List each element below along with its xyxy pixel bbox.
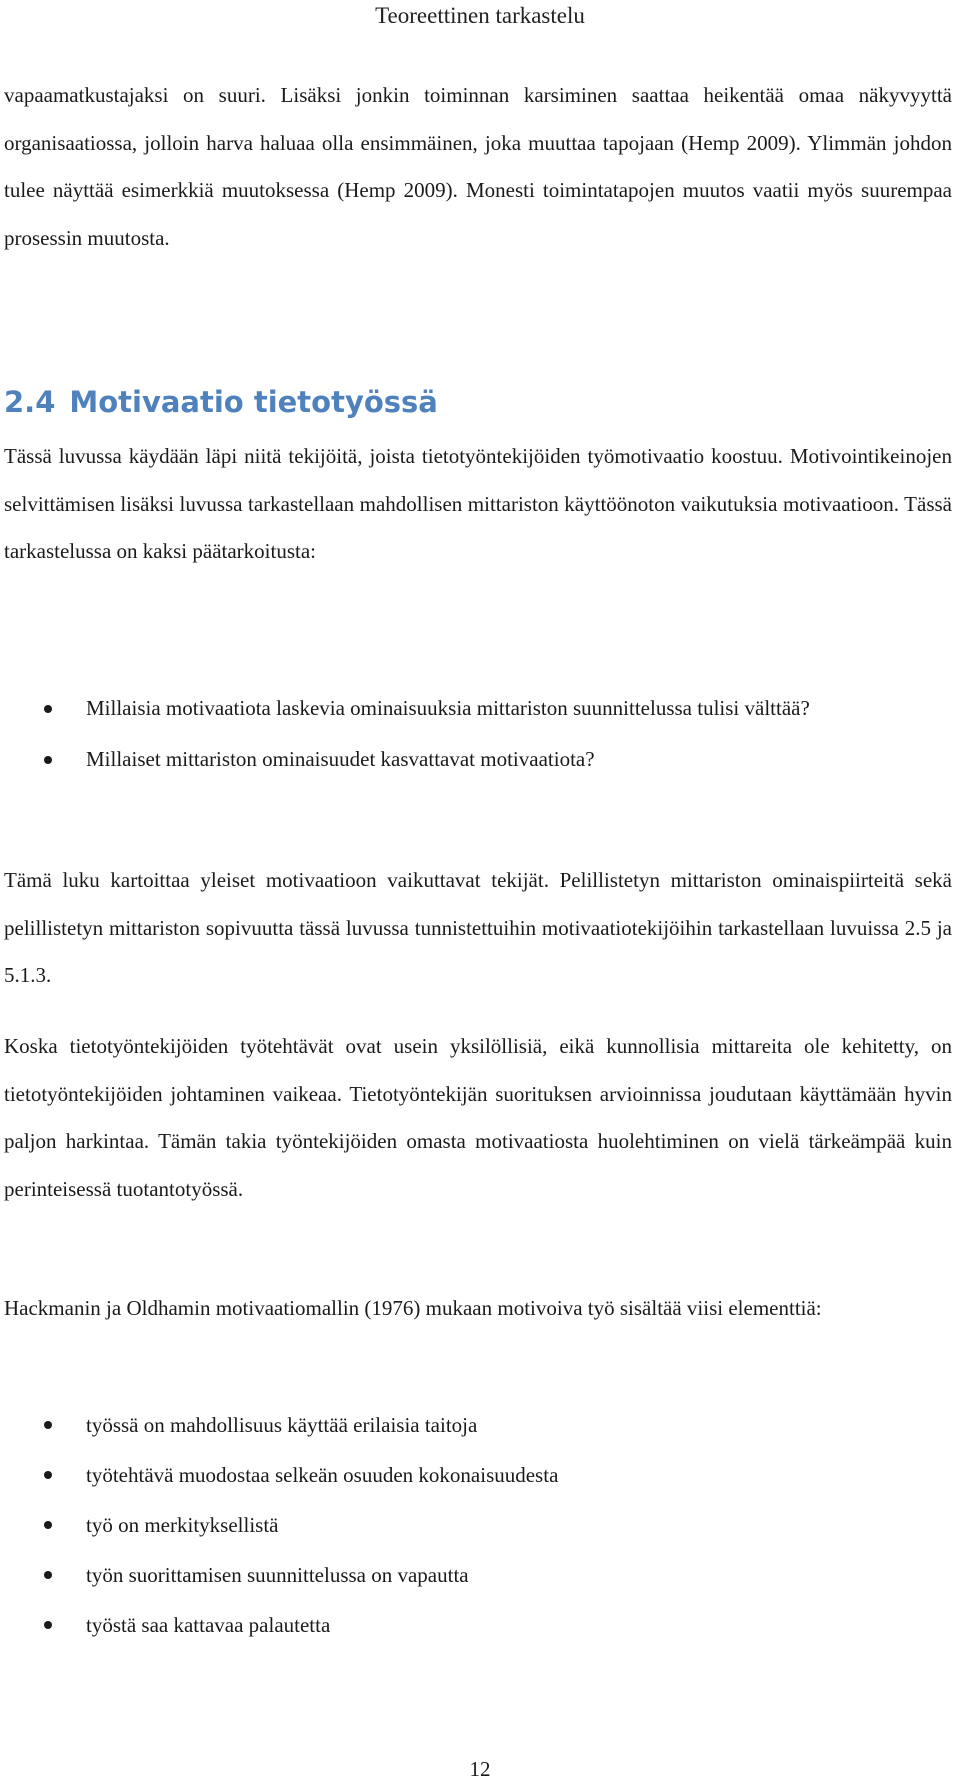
list-item-text: työn suorittamisen suunnittelussa on vapautta bbox=[86, 1563, 469, 1587]
section-title: Motivaatio tietotyössä bbox=[69, 385, 438, 419]
bullet-icon bbox=[44, 1521, 52, 1529]
bullet-icon bbox=[44, 1571, 52, 1579]
list-item-text: työstä saa kattavaa palautetta bbox=[86, 1613, 331, 1637]
list-item bbox=[0, 1600, 952, 1650]
bullet-icon bbox=[44, 705, 52, 713]
list-item bbox=[0, 1450, 952, 1500]
list-item bbox=[0, 1400, 952, 1450]
bullet-icon bbox=[44, 1471, 52, 1479]
paragraph-hackman-oldham: Hackmanin ja Oldhamin motivaatiomallin (1976) mukaan motivoiva työ sisältää viisi elementtiä: bbox=[4, 1296, 822, 1320]
list-item-text: Millaiset mittariston ominaisuudet kasvattavat motivaatiota? bbox=[86, 747, 595, 771]
page-number: 12 bbox=[469, 1757, 491, 1781]
paragraph-free-rider: vapaamatkustajaksi on suuri. Lisäksi jonkin toiminnan karsiminen saattaa heikentää omaa näkyvyyttä organisaatiossa, jolloin harva haluaa olla ensimmäinen, joka muuttaa tapojaan (Hemp 2009). Ylimmän johdon tulee näyttää esimerkkiä muutoksessa (Hemp 2009). Monesti toimintatapojen muutos vaatii myös suurempaa prosessin muutosta. bbox=[4, 83, 952, 250]
list-item-text: Millaisia motivaatiota laskevia ominaisuuksia mittariston suunnittelussa tulisi välttää? bbox=[86, 696, 810, 720]
list-item-text: työssä on mahdollisuus käyttää erilaisia taitoja bbox=[86, 1413, 478, 1437]
list-item-text: työ on merkityksellistä bbox=[86, 1513, 279, 1537]
bullet-icon bbox=[44, 1621, 52, 1629]
list-item-text: työtehtävä muodostaa selkeän osuuden kokonaisuudesta bbox=[86, 1463, 559, 1487]
bullet-icon bbox=[44, 1421, 52, 1429]
paragraph-motivation-factors: Tämä luku kartoittaa yleiset motivaatioon vaikuttavat tekijät. Pelillistetyn mittariston ominaispiirteitä sekä pelillistetyn mittariston sopivuutta tässä luvussa tunnistettuihin motivaatiotekijöihin tarkastellaan luvuissa 2.5 ja 5.1.3. bbox=[4, 868, 952, 987]
list-item bbox=[0, 1550, 952, 1600]
list-item bbox=[0, 685, 952, 732]
list-item bbox=[0, 1500, 952, 1550]
element-list bbox=[0, 1400, 952, 1650]
running-header: Teoreettinen tarkastelu bbox=[375, 3, 585, 28]
paragraph-section-intro: Tässä luvussa käydään läpi niitä tekijöitä, joista tietotyöntekijöiden työmotivaatio koostuu. Motivointikeinojen selvittämisen lisäksi luvussa tarkastellaan mahdollisen mittariston käyttöönoton vaikutuksia motivaatioon. Tässä tarkastelussa on kaksi päätarkoitusta: bbox=[4, 444, 952, 563]
section-heading bbox=[4, 384, 438, 420]
bullet-icon bbox=[44, 756, 52, 764]
list-item bbox=[0, 736, 952, 783]
paragraph-knowledge-work: Koska tietotyöntekijöiden työtehtävät ovat usein yksilöllisiä, eikä kunnollisia mittareita ole kehitetty, on tietotyöntekijöiden johtaminen vaikeaa. Tietotyöntekijän suorituksen arvioinnissa joudutaan käyttämään hyvin paljon harkintaa. Tämän takia työntekijöiden omasta motivaatiosta huolehtiminen on vielä tärkeämpää kuin perinteisessä tuotantotyössä. bbox=[4, 1034, 952, 1201]
section-number: 2.4 bbox=[4, 385, 56, 419]
purpose-list bbox=[0, 685, 952, 787]
